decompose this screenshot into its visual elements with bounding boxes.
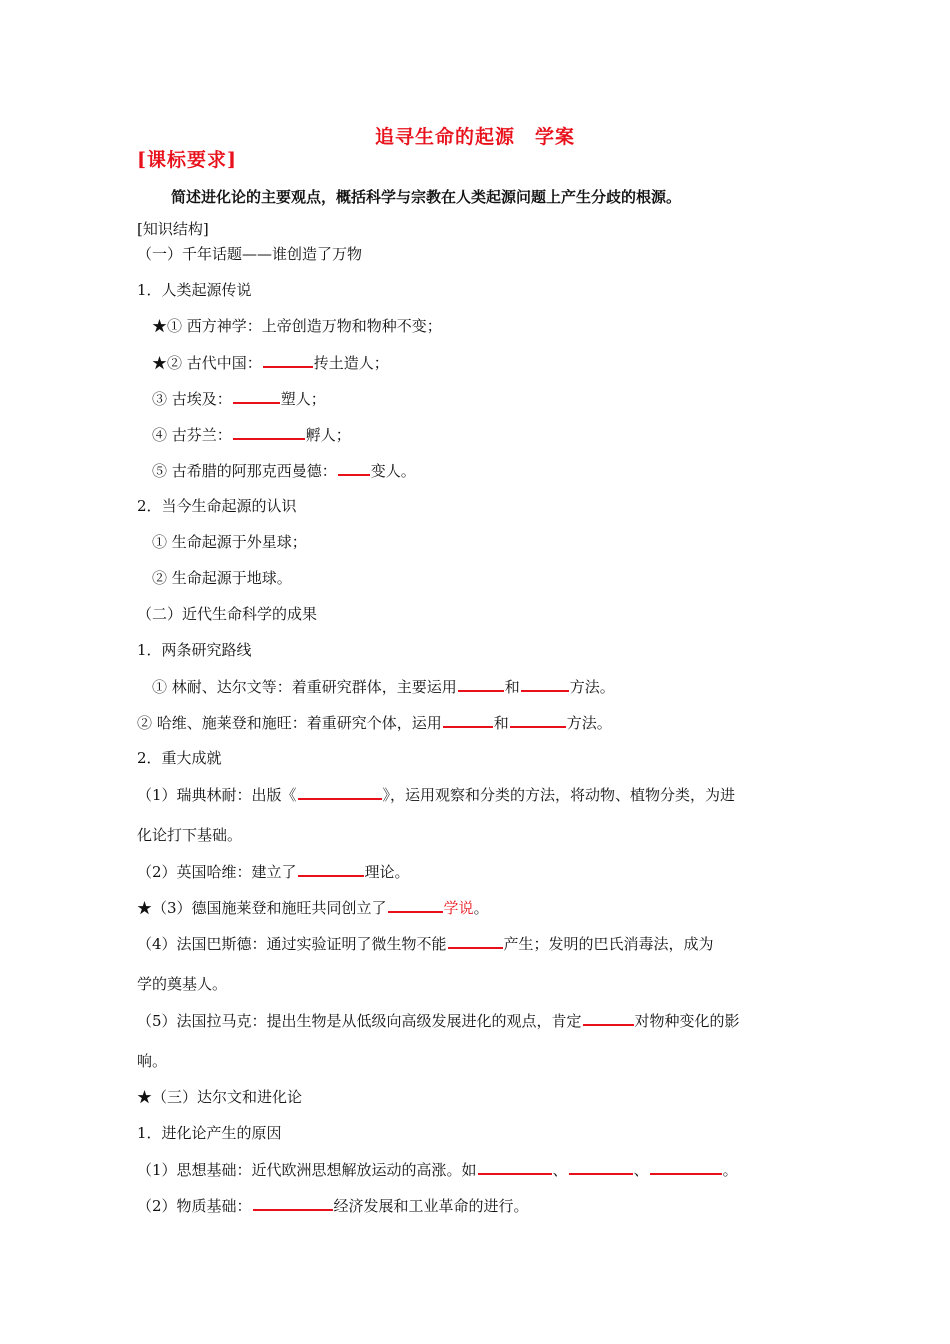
fill-blank[interactable] [583, 1010, 634, 1026]
achievement-5-text: （5）法国拉马克：提出生物是从低级向高级发展进化的观点，肯定 [137, 1012, 582, 1030]
achievement-3-red-word: 学说 [443, 899, 474, 917]
fill-blank[interactable] [569, 1159, 633, 1175]
achievement-1-tail: 》，运用观察和分类的方法，将动物、植物分类，为进 [382, 786, 736, 804]
fill-blank[interactable] [458, 676, 504, 692]
achievement-2-text: （2）英国哈维：建立了 [137, 863, 297, 881]
part2-subsection-1: 1．两条研究路线 [137, 641, 252, 659]
fill-blank[interactable] [253, 1195, 333, 1211]
achievement-5-tail: 对物种变化的影 [634, 1012, 740, 1030]
fill-blank[interactable] [233, 424, 305, 440]
page-title: 追寻生命的起源 学案 [374, 126, 575, 148]
research-route-2-text: ② 哈维、施莱登和施旺：着重研究个体，运用 [137, 714, 442, 732]
fill-blank[interactable] [233, 388, 280, 404]
conjunction: 和 [493, 714, 509, 732]
legend-line-5-tail: 变人。 [370, 462, 416, 480]
legend-line-4-tail: 孵人； [305, 426, 351, 444]
research-route-1 [152, 676, 615, 697]
legend-line-3-tail: 塑人； [280, 390, 326, 408]
fill-blank[interactable] [298, 861, 364, 877]
fill-blank[interactable] [650, 1159, 722, 1175]
legend-line-2-tail: 抟土造人； [313, 354, 389, 372]
legend-line-3-label: ③ 古埃及： [152, 390, 232, 408]
achievement-4-cont: 学的奠基人。 [137, 975, 228, 993]
part1-subsection-2: 2．当今生命起源的认识 [137, 497, 297, 515]
conjunction: 和 [504, 678, 520, 696]
modern-view-2: ② 生命起源于地球。 [152, 569, 292, 587]
part3-heading: ★（三）达尔文和进化论 [137, 1088, 303, 1106]
fill-blank[interactable] [443, 712, 493, 728]
achievement-2-tail: 理论。 [364, 863, 410, 881]
part1-subsection-1: 1．人类起源传说 [137, 281, 252, 299]
fill-blank[interactable] [298, 784, 382, 800]
achievement-4-text: （4）法国巴斯德：通过实验证明了微生物不能 [137, 935, 447, 953]
research-route-2 [137, 712, 612, 733]
legend-line-2-label: ★② 古代中国： [152, 354, 262, 372]
legend-line-3 [152, 388, 326, 409]
achievement-1-text: （1）瑞典林耐：出版《 [137, 786, 297, 804]
achievement-3-text: ★（3）德国施莱登和施旺共同创立了 [137, 899, 387, 917]
fill-blank[interactable] [263, 352, 313, 368]
separator: 、 [633, 1161, 649, 1179]
basis-2-text: （2）物质基础： [137, 1197, 252, 1215]
basis-2-tail: 经济发展和工业革命的进行。 [333, 1197, 529, 1215]
knowledge-heading: [知识结构] [137, 220, 209, 238]
legend-line-4-label: ④ 古芬兰： [152, 426, 232, 444]
legend-line-5-label: ⑤ 古希腊的阿那克西曼德： [152, 462, 337, 480]
basis-1 [137, 1159, 738, 1180]
achievement-4 [137, 933, 714, 954]
part2-subsection-2: 2．重大成就 [137, 749, 222, 767]
achievement-5-cont: 响。 [137, 1052, 168, 1070]
basis-2 [137, 1195, 529, 1216]
achievement-3 [137, 897, 489, 918]
part1-heading: （一）千年话题——谁创造了万物 [137, 245, 363, 263]
achievement-4-tail: 产生；发明的巴氏消毒法，成为 [503, 935, 714, 953]
part2-heading: （二）近代生命科学的成果 [137, 605, 318, 623]
legend-line-5 [152, 460, 416, 481]
research-route-1-tail: 方法。 [569, 678, 615, 696]
legend-line-2 [152, 352, 389, 373]
achievement-1-cont: 化论打下基础。 [137, 826, 243, 844]
basis-1-text: （1）思想基础：近代欧洲思想解放运动的高涨。如 [137, 1161, 477, 1179]
basis-1-end: 。 [722, 1161, 738, 1179]
research-route-1-text: ① 林耐、达尔文等：着重研究群体，主要运用 [152, 678, 457, 696]
separator: 、 [552, 1161, 568, 1179]
fill-blank[interactable] [510, 712, 566, 728]
requirements-text: 简述进化论的主要观点，概括科学与宗教在人类起源问题上产生分歧的根源。 [171, 188, 682, 206]
achievement-1 [137, 784, 735, 805]
research-route-2-tail: 方法。 [566, 714, 612, 732]
fill-blank[interactable] [478, 1159, 552, 1175]
legend-line-4 [152, 424, 351, 445]
legend-line-1: ★① 西方神学：上帝创造万物和物种不变； [152, 317, 442, 335]
fill-blank[interactable] [521, 676, 569, 692]
modern-view-1: ① 生命起源于外星球； [152, 533, 307, 551]
fill-blank[interactable] [388, 897, 443, 913]
achievement-5 [137, 1010, 740, 1031]
part3-subsection-1: 1．进化论产生的原因 [137, 1124, 282, 1142]
achievement-2 [137, 861, 410, 882]
requirements-heading: [课标要求] [137, 149, 237, 171]
achievement-3-tail: 。 [473, 899, 489, 917]
fill-blank[interactable] [448, 933, 503, 949]
fill-blank[interactable] [338, 460, 370, 476]
